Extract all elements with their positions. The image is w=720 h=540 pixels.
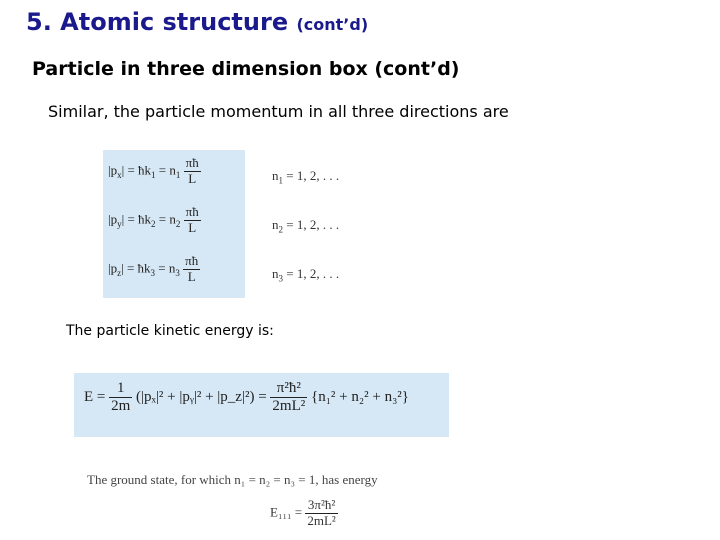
range-n1: $n_1 = 1$, 2, . . . [272, 168, 340, 186]
kinetic-energy-text: The particle kinetic energy is: [66, 323, 274, 339]
slide-title-main: 5. Atomic structure [26, 8, 289, 36]
energy-equation: E = $\frac{1}{2m}$ (|pₓ|² + |pᵧ|² + |p_z|²) = $\frac{\text{π²ħ²}}{\text{2mL²}}$ {n₁² + n₂² + n₃²} [84, 380, 409, 415]
ground-state-text: The ground state, for which n₁ = n₂ = n₃ = 1, has energy [87, 472, 378, 487]
range-n3: $n_3 = 1$, 2, . . . [272, 266, 340, 284]
slide-subtitle: Particle in three dimension box (cont’d) [32, 58, 460, 80]
ground-state-energy: E₁₁₁ = $\frac{\text{3π²ħ²}}{\text{2mL²}}$ [270, 497, 336, 528]
range-n2: $n_2 = 1$, 2, . . . [272, 217, 340, 235]
momentum-equation-y: $|p_y|$ = $ħk_2 = n_2$ $\frac{\pi ħ}{L}$ [108, 204, 199, 235]
slide-title-suffix: (cont’d) [296, 15, 369, 34]
slide-title [26, 8, 368, 36]
intro-text: Similar, the particle momentum in all three directions are [48, 102, 509, 121]
momentum-equation-x: $|p_x|$ = $ħk_1 = n_1$ $\frac{\pi ħ}{L}$ [108, 155, 199, 186]
momentum-equation-z: $|p_z|$ = $ħk_3 = n_3$ $\frac{\pi ħ}{L}$ [108, 253, 199, 284]
